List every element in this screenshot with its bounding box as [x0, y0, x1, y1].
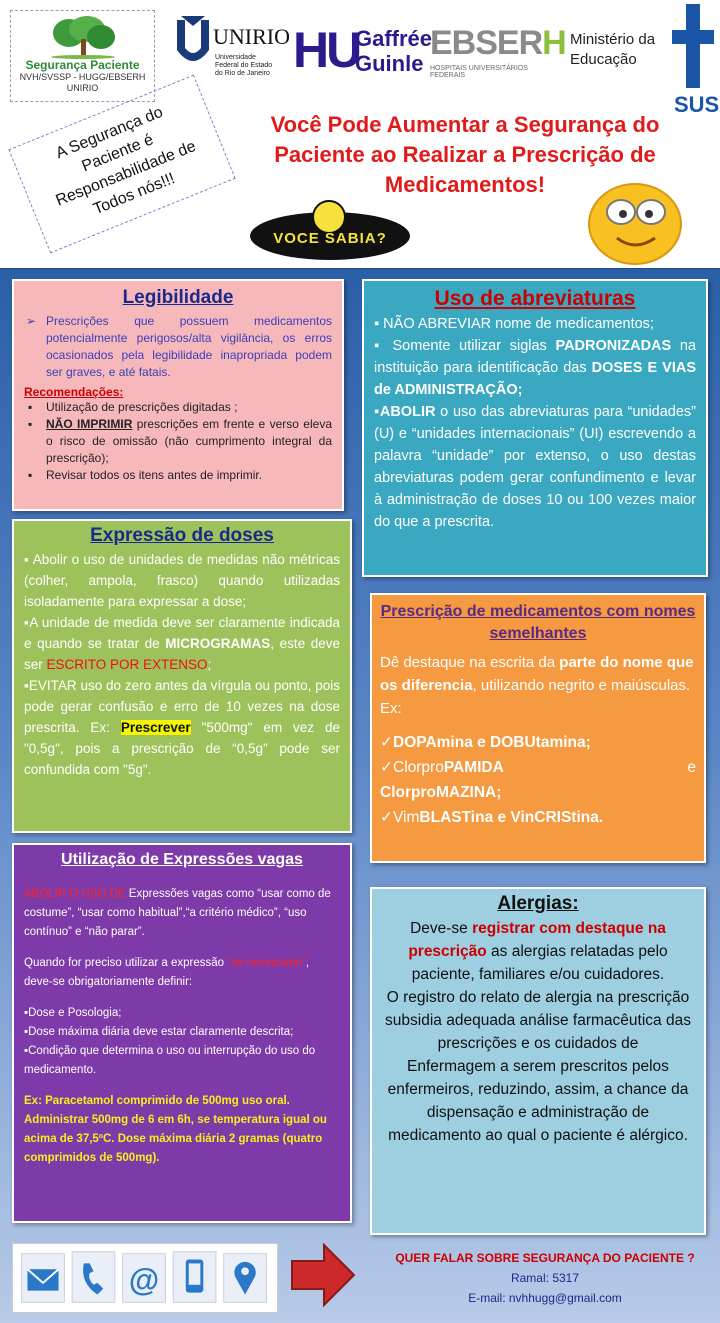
contact-question: QUER FALAR SOBRE SEGURANÇA DO PACIENTE ?	[395, 1251, 695, 1265]
abrev-item-1: ▪ NÃO ABREVIAR nome de medicamentos;	[374, 316, 654, 332]
example-item: ✓DOPAmina e DOBUtamina;	[380, 734, 591, 751]
contact-ramal: Ramal: 5317	[510, 1271, 580, 1285]
doses-item-1: ▪ Abolir o uso de unidades de medidas não métricas (colher, ampola, frasco) quando utilizadas isoladamente para expressar a dose;	[24, 552, 340, 609]
doses-item-2-d: ESCRITO POR EXTENSO	[46, 657, 208, 672]
doses-item-3: ▪EVITAR uso do zero antes da vírgula ou ponto, pois pode gerar confusão e erro de 10 vezes na dose prescrita. Ex: Prescrever "500mg" em vez de "0,5g", pois a prescrição de “0,5g” pode ser confundida com "5g".	[24, 678, 340, 777]
recomendacoes-list	[24, 399, 332, 484]
page-title-line3: Medicamentos!	[384, 172, 546, 197]
example-2-a: Clorpro	[393, 759, 444, 776]
legibilidade-title: Legibilidade	[122, 287, 234, 308]
vagas-p2-a: Quando for preciso utilizar a expressão	[24, 957, 228, 969]
vagas-item-1: Dose e Posologia;	[28, 1007, 122, 1019]
hu-name-line1: Gaffrée	[355, 26, 433, 51]
example-2-b: PAMIDA	[443, 759, 504, 776]
ebserh-name	[430, 24, 566, 62]
header	[0, 0, 720, 268]
abrev-item-1-text: NÃO ABREVIAR nome de medicamentos;	[383, 316, 654, 332]
alergias-p1-b: registrar com destaque na prescrição	[408, 920, 666, 960]
alergias-p2: O registro do relato de alergia na prescrição subsidia adequada análise farmacêutica das prescrições e os cuidados de	[385, 989, 691, 1052]
vagas-example: Ex: Paracetamol comprimido de 500mg uso oral. Administrar 500mg de 6 em 6h, se temperatura igual ou acima de 37,5ºC. Dose máxima diária 2 gramas (quatro comprimidos de 500mg).	[24, 1095, 327, 1164]
nomes-semelhantes-box	[370, 593, 706, 863]
mec-line2: Educação	[570, 51, 637, 68]
semelhantes-examples	[380, 730, 696, 830]
doses-title: Expressão de doses	[90, 525, 274, 546]
hu-letters: HU	[293, 22, 360, 78]
doses-item-2-e: ;	[207, 657, 212, 672]
hu-name	[355, 26, 432, 76]
sus-logo	[672, 4, 720, 122]
sus-cross-icon	[672, 4, 714, 90]
hu-name-line2: Guinle	[355, 51, 424, 76]
contact-email[interactable]: E-mail: nvhhugg@gmail.com	[468, 1291, 622, 1305]
right-arrow-icon	[290, 1243, 356, 1307]
recomendacoes-label: Recomendações:	[24, 385, 124, 399]
alergias-p3: Enfermagem a serem prescritos pelos enfermeiros, reduzindo, assim, a chance da dispensação e administração de medicamento ao qual o paciente é alérgico.	[387, 1058, 689, 1144]
page-title-line2: Paciente ao Realizar a Prescrição de	[274, 142, 656, 167]
doses-item-3-b: Prescrever	[120, 720, 191, 735]
legibilidade-intro: ➢ Prescrições que possuem medicamentos potencialmente perigosos/alta vigilância, os erros ocasionados pela legibilidade inapropriada podem ser graves, e até fatais.	[24, 313, 332, 381]
vagas-p2-b: “se necessário”	[227, 957, 306, 969]
smiley-face-icon	[585, 176, 685, 266]
ebserh-logo	[430, 24, 566, 84]
unirio-name: UNIRIO	[213, 24, 290, 49]
abrev-item-2-b: PADRONIZADAS	[555, 338, 672, 354]
doses-item-2-b: MICROGRAMAS	[165, 636, 271, 651]
abrev-item-3-b: o uso das abreviaturas para “unidades” (U) e “unidades internacionais” (UI) escrevendo a palavra “unidade” por extenso, o uso destas abreviaturas podem gerar confundimento e levar à administração de doses 10 ou 100 vezes maior do que a prescrita.	[374, 404, 697, 530]
mobile-phone-icon	[173, 1252, 216, 1303]
abrev-item-2: ▪ Somente utilizar siglas PADRONIZADAS na instituição para identificação das DOSES E VIAS de ADMINISTRAÇÃO;	[374, 338, 696, 398]
page-title-line1: Você Pode Aumentar a Segurança do	[270, 112, 660, 137]
sus-text: SUS	[674, 92, 720, 117]
list-item: ▪ Revisar todos os itens antes de imprimir.	[24, 467, 332, 484]
semelhantes-text-b: parte do nome que os diferencia	[380, 654, 694, 694]
ministerio-educacao-logo	[570, 30, 660, 70]
alergias-p1-a: Deve-se	[410, 920, 473, 937]
example-item: ✓VimBLASTina e VinCRIStina.	[380, 809, 604, 826]
vagas-p1-b: Expressões vagas como “usar como de costume”, “usar como habitual”,“a critério médico”, “uso contínuo” e “não parar”.	[24, 888, 331, 938]
lightbulb-icon	[312, 200, 346, 234]
doses-item-2: ▪A unidade de medida deve ser claramente indicada e quando se tratar de MICROGRAMAS, este deve ser ESCRITO POR EXTENSO;	[24, 615, 340, 672]
envelope-icon	[22, 1254, 65, 1303]
list-item: ▪Condição que determina o uso ou interrupção do uso do medicamento.	[24, 1045, 316, 1076]
list-item	[24, 416, 332, 467]
voce-sabia-badge	[250, 200, 410, 262]
hu-gaffree-guinle-logo	[293, 22, 433, 84]
vagas-p1	[24, 885, 340, 942]
semelhantes-text-a: Dê destaque na escrita da	[380, 654, 560, 671]
unirio-emblem-icon	[175, 14, 211, 74]
expressoes-vagas-box	[12, 843, 352, 1223]
example-2-d: ClorproMAZINA;	[380, 784, 502, 801]
voce-sabia-text: VOCE SABIA?	[273, 230, 387, 247]
example-1: DOPAmina e DOBUtamina;	[393, 734, 591, 751]
alergias-box	[370, 887, 706, 1235]
tree-icon	[43, 15, 123, 59]
abreviaturas-title: Uso de abreviaturas	[434, 287, 636, 310]
list-item-text: prescrições em frente e verso eleva o risco de omissão (não cumprimento integral da prescrição);	[46, 417, 332, 465]
doses-item-3-c: "500mg" em vez de "0,5g", pois a prescrição de “0,5g” pode ser confundida com "5g".	[24, 720, 340, 777]
alergias-title: Alergias:	[497, 893, 579, 914]
legibilidade-box	[12, 279, 344, 511]
example-3-a: Vim	[393, 809, 420, 826]
alergias-p1-c: as alergias relatadas pelo paciente, familiares e/ou cuidadores.	[411, 943, 668, 983]
abrev-item-2-a: Somente utilizar siglas	[392, 338, 556, 354]
list-item: ▪Dose máxima diária deve estar claramente descrita;	[24, 1026, 294, 1038]
semelhantes-text	[380, 651, 696, 720]
location-pin-icon	[224, 1254, 267, 1303]
example-2-c: e	[687, 759, 696, 776]
at-sign-icon	[123, 1254, 166, 1303]
semelhantes-text-c: , utilizando negrito e maiúsculas. Ex:	[380, 677, 691, 717]
vagas-p2	[24, 954, 340, 992]
sp-logo-title: Segurança Paciente	[25, 58, 140, 72]
abrev-item-2-d: DOSES E VIAS de ADMINISTRAÇÃO;	[374, 360, 696, 398]
example-3-b: BLASTina e VinCRIStina.	[419, 809, 604, 826]
vagas-item-2: Dose máxima diária deve estar claramente descrita;	[28, 1026, 294, 1038]
contact-info	[370, 1248, 720, 1308]
svg-text:@: @	[128, 1262, 160, 1298]
abrev-item-3: ▪ABOLIR o uso das abreviaturas para “unidades” (U) e “unidades internacionais” (UI) escrevendo a palavra “unidade” por extenso, o uso destas abreviaturas podem gerar confundimento e levar à administração de doses 10 ou 100 vezes maior do que a prescrita.	[374, 404, 697, 530]
alergias-p1	[380, 917, 696, 986]
phone-icon	[72, 1252, 115, 1303]
doses-item-1-text: Abolir o uso de unidades de medidas não métricas (colher, ampola, frasco) quando utilizadas isoladamente para expressar a dose;	[24, 552, 340, 609]
sp-logo-org: UNIRIO	[66, 83, 99, 93]
doses-item-2-a: A unidade de medida deve ser claramente indicada e quando se tratar de	[24, 615, 340, 651]
contact-icon-strip	[12, 1243, 278, 1313]
vagas-title: Utilização de Expressões vagas	[61, 851, 303, 868]
nao-imprimir-text: NÃO IMPRIMIR	[46, 417, 133, 431]
sp-logo-sub: NVH/SVSSP - HUGG/EBSERH	[19, 72, 146, 82]
abrev-item-3-a: ABOLIR	[379, 404, 436, 420]
ebserh-sub: HOSPITAIS UNIVERSITÁRIOS FEDERAIS	[430, 65, 528, 79]
unirio-sub: Universidade Federal do Estado do Rio de Janeiro	[215, 54, 273, 77]
list-item: ▪ Utilização de prescrições digitadas ;	[24, 399, 332, 416]
semelhantes-title: Prescrição de medicamentos com nomes semelhantes	[380, 603, 696, 642]
list-item: ▪Dose e Posologia;	[24, 1007, 122, 1019]
mec-line1: Ministério da	[570, 31, 656, 48]
doses-item-2-c: , este deve ser	[24, 636, 340, 672]
responsibility-note: A Segurança do Paciente é Responsabilidade de Todos nós!!!	[8, 75, 235, 254]
doses-item-3-a: EVITAR uso do zero antes da vírgula ou ponto, pois pode gerar confusão e erro de 10 vezes na dose prescrita. Ex:	[24, 678, 340, 735]
example-item: ✓ClorproPAMIDA e	[380, 755, 696, 780]
unirio-logo	[175, 14, 290, 80]
vagas-item-3: Condição que determina o uso ou interrupção do uso do medicamento.	[24, 1045, 316, 1076]
expressao-doses-box	[12, 519, 352, 833]
abrev-item-2-c: na instituição para identificação das	[374, 338, 696, 376]
ebserh-name-b: H	[542, 24, 566, 62]
example-item	[380, 780, 696, 805]
seguranca-paciente-logo	[10, 10, 155, 102]
abreviaturas-box	[362, 279, 708, 577]
vagas-p1-a: ABOLIR O USO DE	[24, 888, 126, 900]
vagas-p2-c: , deve-se obrigatoriamente definir:	[24, 957, 310, 988]
ebserh-name-a: EBSER	[430, 24, 543, 62]
